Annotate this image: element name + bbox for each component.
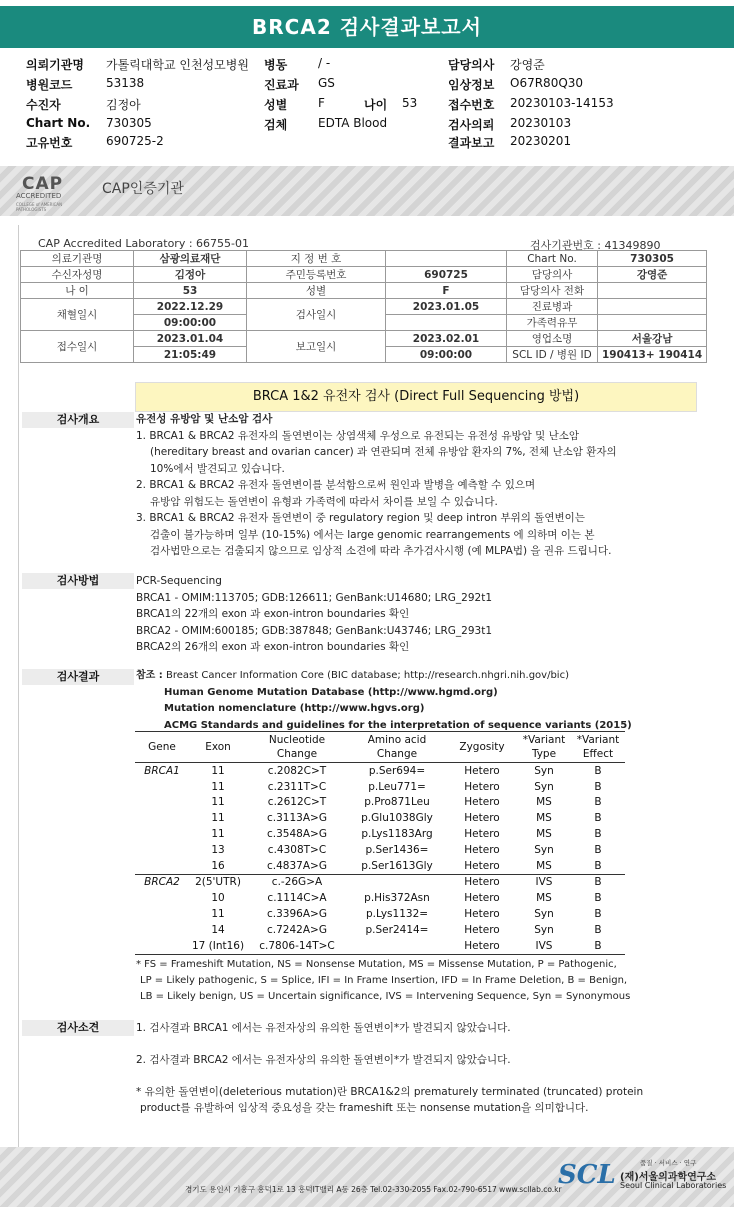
table-cell: B [594,828,602,841]
cap-logo-text: CAP [22,174,64,194]
cell: Chart No. [507,251,598,267]
cell: 2022.12.29 [134,299,247,315]
cell: 강영준 [598,267,707,283]
cap-cert-text: CAP인증기관 [102,181,184,197]
table-cell: p.Ser2414= [365,923,429,936]
table-cell: 10 [211,892,225,905]
cell: 나 이 [21,283,134,299]
cell: 서울강남 [598,331,707,347]
table-cell: c.-26G>A [247,874,347,890]
table-cell: Hetero [464,764,500,777]
references [136,668,632,734]
value: F [318,96,325,110]
line: LB = Likely benign, US = Uncertain significance, IVS = Intervening Sequence, Syn = Synonymous [140,991,631,1002]
cell: 성별 [247,283,386,299]
line: BRCA1의 22개의 exon 과 exon-intron boundaries 확인 [136,608,410,620]
table-cell: Hetero [464,859,500,872]
line: BRCA2 - OMIM:600185; GDB:387848; GenBank:U43746; LRG_293t1 [136,624,493,637]
report-title: BRCA2 검사결과보고서 [0,6,734,48]
cell: 접수일시 [21,331,134,363]
table-cell: c.3396A>G [267,908,327,921]
table-cell: Hetero [464,908,500,921]
cell [386,315,507,331]
table-cell: B [594,859,602,872]
value: GS [318,76,335,90]
label: 고유번호 [26,136,73,150]
table-row [135,826,625,842]
value: / - [318,56,331,70]
cell: 검사일시 [247,299,386,331]
table-cell: 11 [211,796,225,809]
table-cell: c.2082C>T [267,764,327,777]
table-cell [135,858,189,874]
cell: 2023.01.04 [134,331,247,347]
table-cell: B [594,812,602,825]
table-cell: B [571,874,625,890]
line: 1. BRCA1 & BRCA2 유전자의 돌연변이는 상염색체 우성으로 유전되는 유전성 유방암 및 난소암 [136,429,580,442]
table-cell: Syn [534,780,554,793]
result-label: 검사결과 [22,669,134,685]
table-cell: 17 (Int16) [189,938,247,954]
col-gene: Gene [135,732,189,763]
value: 강영준 [510,58,545,72]
cell: 채혈일시 [21,299,134,331]
value: 53 [402,96,418,110]
table-cell: c.4308T>C [267,843,327,856]
table-cell: MS [536,859,552,872]
table-cell: Hetero [464,796,500,809]
table-cell: B [594,843,602,856]
cell: 삼광의료재단 [134,251,247,267]
cap-logo [14,174,92,212]
table-cell: Syn [534,908,554,921]
table-cell [135,922,189,938]
value: O67R80Q30 [510,76,584,90]
table-cell [135,810,189,826]
cell: 김정아 [134,267,247,283]
table-cell: p.Lys1183Arg [361,828,433,841]
table-cell: Syn [534,923,554,936]
table-row [135,858,625,874]
table-cell [135,779,189,795]
table-row [135,890,625,906]
footer-address: 경기도 용인시 기흥구 흥덕1로 13 흥덕IT밸리 A동 26층 Tel.02-330-2055 Fax.02-790-6517 www.scllab.co.kr [185,1185,562,1194]
label: 병원코드 [26,78,73,92]
variant-footnote [136,957,630,1005]
col-nucleotide: Nucleotide Change [247,732,347,763]
cell: 수신자성명 [21,267,134,283]
table-cell: Hetero [464,892,500,905]
value: 20230103-14153 [510,96,614,110]
cap-logo-tiny: COLLEGE of AMERICAN PATHOLOGISTS [16,202,63,212]
col-zygosity: Zygosity [447,732,517,763]
section-title: BRCA 1&2 유전자 검사 (Direct Full Sequencing 방법) [135,382,697,412]
table-row [135,763,625,779]
table-cell: 11 [211,828,225,841]
scl-logo: SCL [558,1160,616,1190]
table-cell: Hetero [464,780,500,793]
table-cell: MS [536,796,552,809]
overview-label: 검사개요 [22,412,134,428]
line: (hereditary breast and ovarian cancer) 과 연관되며 전체 유방암 환자의 7%, 전체 난소암 환자의 [150,446,617,458]
line: LP = Likely pathogenic, S = Splice, IFI = In Frame Insertion, IFD = In Frame Deletion, B = Benign, [140,975,628,986]
cell: 지 정 번 호 [247,251,386,267]
cell: F [386,283,507,299]
opinion-line-2: 2. 검사결과 BRCA2 에서는 유전자상의 유의한 돌연변이*가 발견되지 않았습니다. [136,1054,511,1066]
variant-table [135,731,625,955]
line: ACMG Standards and guidelines for the interpretation of sequence variants (2015) [164,719,632,731]
cell: 09:00:00 [386,347,507,363]
table-cell: c.2612C>T [267,796,327,809]
line: Breast Cancer Information Core (BIC database; http://research.nhgri.nih.gov/bic) [166,670,569,681]
label: 검체 [264,118,288,132]
table-row [135,842,625,858]
table-cell: B [594,923,602,936]
label: 의뢰기관명 [26,58,84,72]
value: 20230201 [510,134,572,148]
table-cell: 13 [211,843,225,856]
table-cell: B [571,938,625,954]
col-effect: *Variant Effect [571,732,625,763]
cell: 보고일시 [247,331,386,363]
cell: SCL ID / 병원 ID [507,347,598,363]
cell: 의료기관명 [21,251,134,267]
table-row [135,938,625,954]
cell: 730305 [598,251,707,267]
line: 검사법만으로는 검출되지 않으므로 임상적 소견에 따라 추가검사시행 (예 MLPA법) 을 권유 드립니다. [150,545,612,557]
col-exon: Exon [189,732,247,763]
cell: 53 [134,283,247,299]
table-cell: 16 [211,859,225,872]
cell: 영업소명 [507,331,598,347]
table-cell [135,795,189,811]
label: 병동 [264,58,288,72]
opinion-label: 검사소견 [22,1020,134,1036]
table-cell: p.Leu771= [368,780,426,793]
cell [598,299,707,315]
scl-motto: 품질 · 서비스 · 연구 [640,1159,697,1167]
cell [598,283,707,299]
table-cell: c.3113A>G [267,812,327,825]
table-cell: BRCA1 [144,764,180,777]
table-cell: MS [536,828,552,841]
table-cell: BRCA2 [135,874,189,890]
value: EDTA Blood [318,116,388,130]
table-cell: B [594,764,602,777]
cell: 담당의사 [507,267,598,283]
table-cell: c.7806-14T>C [247,938,347,954]
opinion-line-1: 1. 검사결과 BRCA1 에서는 유전자상의 유의한 돌연변이*가 발견되지 않았습니다. [136,1022,511,1034]
table-cell: Hetero [447,874,517,890]
table-cell [135,938,189,954]
cell: 2023.02.01 [386,331,507,347]
value: 690725-2 [106,134,164,148]
label: 결과보고 [448,136,495,150]
overview-heading: 유전성 유방암 및 난소암 검사 [136,413,273,425]
label: Chart No. [26,116,91,130]
table-cell: IVS [517,938,571,954]
table-cell: c.3548A>G [267,828,327,841]
line: 검출이 불가능하며 일부 (10-15%) 에서는 large genomic rearrangements 에 의하며 이는 본 [150,528,595,541]
line: 유방암 위험도는 돌연변이 유형과 가족력에 따라서 차이를 보일 수 있습니다. [150,495,498,508]
cell: 09:00:00 [134,315,247,331]
table-cell: c.1114C>A [267,892,327,905]
table-cell: 14 [211,923,225,936]
table-cell: p.His372Asn [364,892,430,905]
line: Mutation nomenclature (http://www.hgvs.org) [164,703,425,714]
table-cell: p.Glu1038Gly [361,812,433,825]
table-cell: Syn [534,843,554,856]
opinion-note-2: product를 유발하여 임상적 중요성을 갖는 frameshift 또는 nonsense mutation을 의미합니다. [140,1102,589,1114]
table-cell: p.Ser694= [368,764,426,777]
label: 접수번호 [448,98,495,112]
line: PCR-Sequencing [136,575,222,587]
table-cell: 11 [211,908,225,921]
label: 수진자 [26,98,61,112]
cell: 190413+ 190414 [598,347,707,363]
table-cell: 11 [211,764,225,777]
cell: 진료병과 [507,299,598,315]
table-row [135,874,625,890]
ref-label: 참조 : [136,670,163,681]
table-cell: MS [536,812,552,825]
label: 임상정보 [448,78,495,92]
label: 검사의뢰 [448,118,495,132]
table-cell [135,826,189,842]
table-cell [135,890,189,906]
table-cell: c.4837A>G [267,859,327,872]
patient-info-table [20,250,707,363]
label: 담당의사 [448,58,495,72]
table-row [135,779,625,795]
method-text [136,573,492,656]
cell [598,315,707,331]
line: BRCA1 - OMIM:113705; GDB:126611; GenBank:U14680; LRG_292t1 [136,591,493,604]
line: BRCA2의 26개의 exon 과 exon-intron boundaries 확인 [136,641,410,653]
cell: 담당의사 전화 [507,283,598,299]
table-cell [347,874,447,890]
line: * FS = Frameshift Mutation, NS = Nonsense Mutation, MS = Missense Mutation, P = Pathogenic, [136,959,617,970]
table-cell: MS [536,892,552,905]
method-label: 검사방법 [22,573,134,589]
table-cell: c.2311T>C [267,780,327,793]
col-type: *Variant Type [517,732,571,763]
cell: 가족력유무 [507,315,598,331]
institution-number: 검사기관번호 : 41349890 [530,239,661,252]
value: 20230103 [510,116,572,130]
line: 10%에서 발견되고 있습니다. [150,462,285,475]
cell: 2023.01.05 [386,299,507,315]
table-cell: B [594,780,602,793]
table-cell: B [594,892,602,905]
table-row [135,922,625,938]
overview-text [136,411,617,560]
line: Human Genome Mutation Database (http://www.hgmd.org) [164,686,498,698]
cap-logo-sub: ACCREDITED [16,192,62,200]
table-cell: 2(5'UTR) [189,874,247,890]
table-cell: B [594,908,602,921]
table-cell: 11 [211,780,225,793]
table-cell: Hetero [447,938,517,954]
cell: 690725 [386,267,507,283]
cell [386,251,507,267]
label: 나이 [364,98,388,112]
table-row [135,795,625,811]
table-row [135,810,625,826]
table-cell: p.Ser1613Gly [361,859,433,872]
line: 3. BRCA1 & BRCA2 유전자 돌연변이 중 regulatory region 및 deep intron 부위의 돌연변이는 [136,512,585,524]
table-cell: p.Ser1436= [365,843,429,856]
value: 가톨릭대학교 인천성모병원 [106,58,249,72]
scl-eng-name: Seoul Clinical Laboratories [620,1181,727,1190]
table-row [135,906,625,922]
table-cell: p.Pro871Leu [364,796,430,809]
table-cell: Hetero [464,828,500,841]
table-cell: Syn [534,764,554,777]
cell: 주민등록번호 [247,267,386,283]
table-cell: Hetero [464,812,500,825]
value: 김정아 [106,98,141,112]
cap-lab-number: CAP Accredited Laboratory : 66755-01 [38,237,249,250]
table-cell: B [594,796,602,809]
table-cell: c.7242A>G [267,923,327,936]
value: 730305 [106,116,152,130]
table-cell: Hetero [464,923,500,936]
label: 진료과 [264,78,299,92]
table-cell: Hetero [464,843,500,856]
table-cell: 11 [211,812,225,825]
scl-name: (재)서울의과학연구소 [620,1172,717,1183]
col-amino: Amino acid Change [347,732,447,763]
line: 2. BRCA1 & BRCA2 유전자 돌연변이를 분석함으로써 원인과 발병을 예측할 수 있으며 [136,479,536,491]
table-cell [135,842,189,858]
opinion-note-1: * 유의한 돌연변이(deleterious mutation)란 BRCA1&2의 prematurely terminated (truncated) protein [136,1086,644,1098]
table-cell: p.Lys1132= [365,908,429,921]
label: 성별 [264,98,288,112]
table-cell [347,938,447,954]
cell: 21:05:49 [134,347,247,363]
value: 53138 [106,76,145,90]
table-cell [135,906,189,922]
table-cell: IVS [517,874,571,890]
